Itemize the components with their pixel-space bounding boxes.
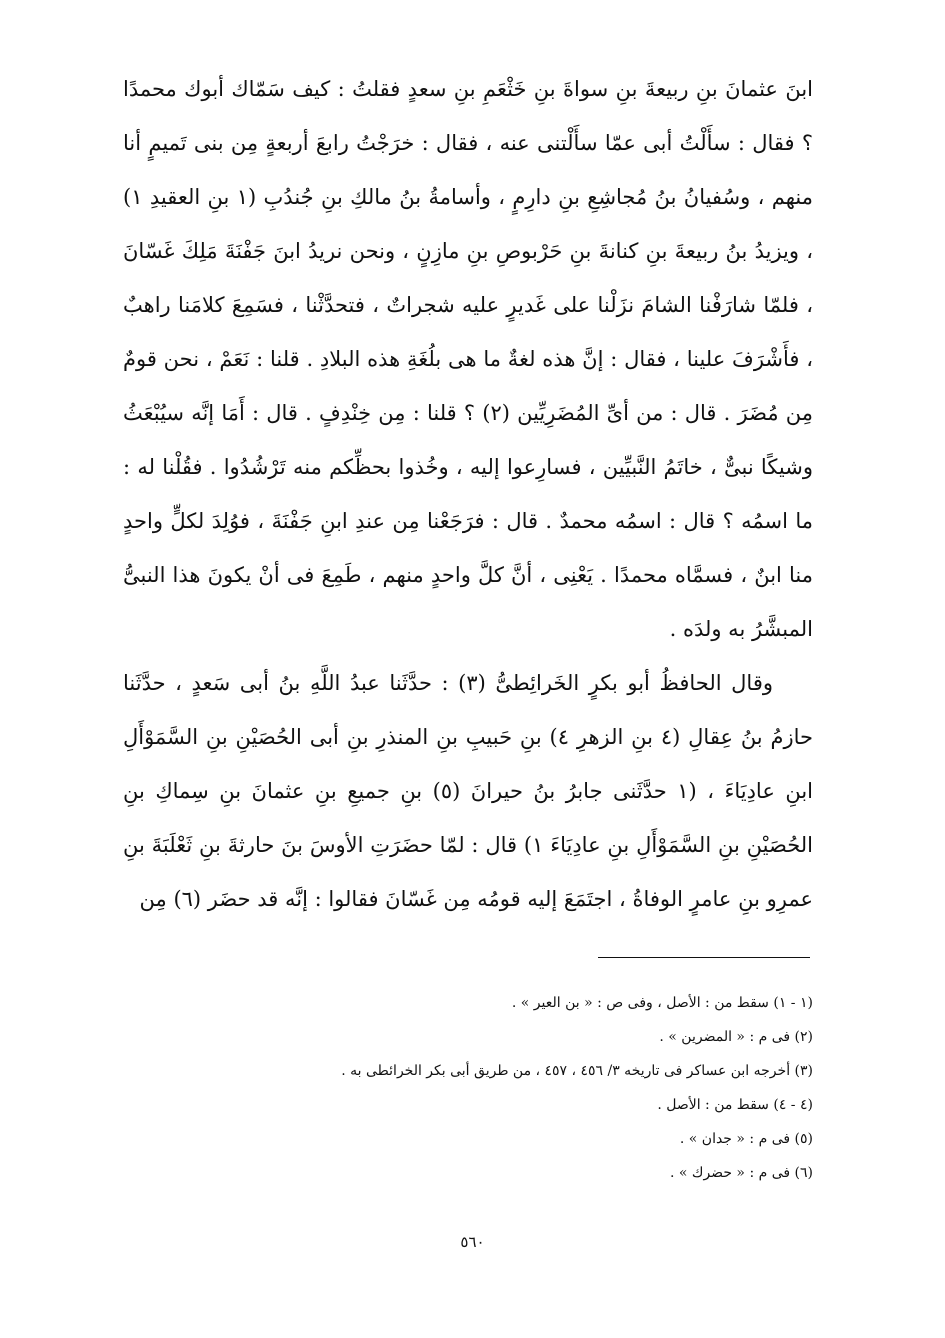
footnote-3: (٣) أخرجه ابن عساكر فى تاريخه ٣/ ٤٥٦ ، ٤٥٧ ، من طريق أبى بكر الخرائطى به .: [341, 1063, 813, 1079]
footnote-2: (٢) فى م : « المضرين » .: [659, 1029, 813, 1045]
footnote-5: (٥) فى م : « جدان » .: [679, 1131, 813, 1147]
footnote-4: (٤ - ٤) سقط من : الأصل .: [657, 1097, 813, 1113]
paragraph-2: وقال الحافظُ أبو بكرٍ الخَرائِطىُّ (٣) : حدَّثَنا عبدُ اللَّهِ بنُ أبى سَعدٍ ، حدَّثَنا حازمُ بنُ عِقالِ (٤ بنِ الزهرِ ٤) بنِ حَبيبِ بنِ المنذرِ بنِ أبى الحُصَيْنِ بنِ السَّمَوْأَلِ ابنِ عادِيَاءَ ، (١ حدَّثَنى جابرُ بنُ حيرانَ (٥) بنِ جميعِ بنِ عثمانَ بنِ سِماكِ بنِ الحُصَيْنِ بنِ السَّمَوْأَلِ بنِ عادِيَاءَ ١) قال : لمّا حضَرَتِ الأوسَ بنَ حارثةَ بنِ ثَعْلَبَةَ بنِ عمرِو بنِ عامرٍ الوفاةُ ، اجتَمَعَ إليه قومُه مِن غَسّانَ فقالوا : إنَّه قد حضَر (٦) مِن: [123, 671, 814, 911]
paragraph-1: ابنَ عثمانَ بنِ ربيعةَ بنِ سواةَ بنِ خَثْعَمِ بنِ سعدٍ فقلتُ : كيف سَمّاك أبوك محمدًا ؟ فقال : سأَلْتُ أبى عمّا سأَلْتنى عنه ، فقال : خرَجْتُ رابعَ أربعةٍ مِن بنى تَميمٍ أنا منهم ، وسُفيانُ بنُ مُجاشِعِ بنِ دارِمٍ ، وأسامةُ بنُ مالكِ بنِ جُندُبِ (١ بنِ العقيدِ ١) ، ويزيدُ بنُ ربيعةَ بنِ كنانةَ بنِ حَرْبوصِ بنِ مازِنٍ ، ونحن نريدُ ابنَ جَفْنَةَ مَلِكَ غَسّانَ ، فلمّا شارَفْنا الشامَ نزَلْنا على غَديرٍ عليه شجراتٌ ، فتحدَّثْنا ، فسَمِعَ كلامَنا راهبٌ ، فأَشْرَفَ علينا ، فقال : إنَّ هذه لغةٌ ما هى بلُغَةِ هذه البلادِ . قلنا : نَعَمْ ، نحن قومٌ مِن مُضَرَ . قال : من أىِّ المُضَرِيِّين (٢) ؟ قلنا : مِن خِنْدِفٍ . قال : أَمَا إنَّه سيُبْعَثُ وشيكًا نبىٌّ ، خاتَمُ النَّبيِّين ، فسارِعوا إليه ، وخُذوا بحظِّكم منه تَرْشُدُوا . فقُلْنا له : ما اسمُه ؟ قال : اسمُه محمدٌ . قال : فرَجَعْنا مِن عندِ ابنِ جَفْنَةَ ، فوُلِدَ لكلٍّ واحدٍ منا ابنٌ ، فسمَّاه محمدًا . يَعْنِى ، أنَّ كلَّ واحدٍ منهم ، طَمِعَ فى أنْ يكونَ هذا النبىُّ المبشَّرُ به ولدَه .: [123, 77, 814, 641]
footnote-divider: [598, 957, 810, 958]
main-text: [123, 62, 813, 926]
footnote-6: (٦) فى م : « حضرك » .: [670, 1165, 813, 1181]
footnotes: [113, 986, 813, 1190]
footnote-1: (١ - ١) سقط من : الأصل ، وفى ص : « بن العير » .: [511, 995, 813, 1011]
page-number: ٥٦٠: [460, 1233, 485, 1251]
